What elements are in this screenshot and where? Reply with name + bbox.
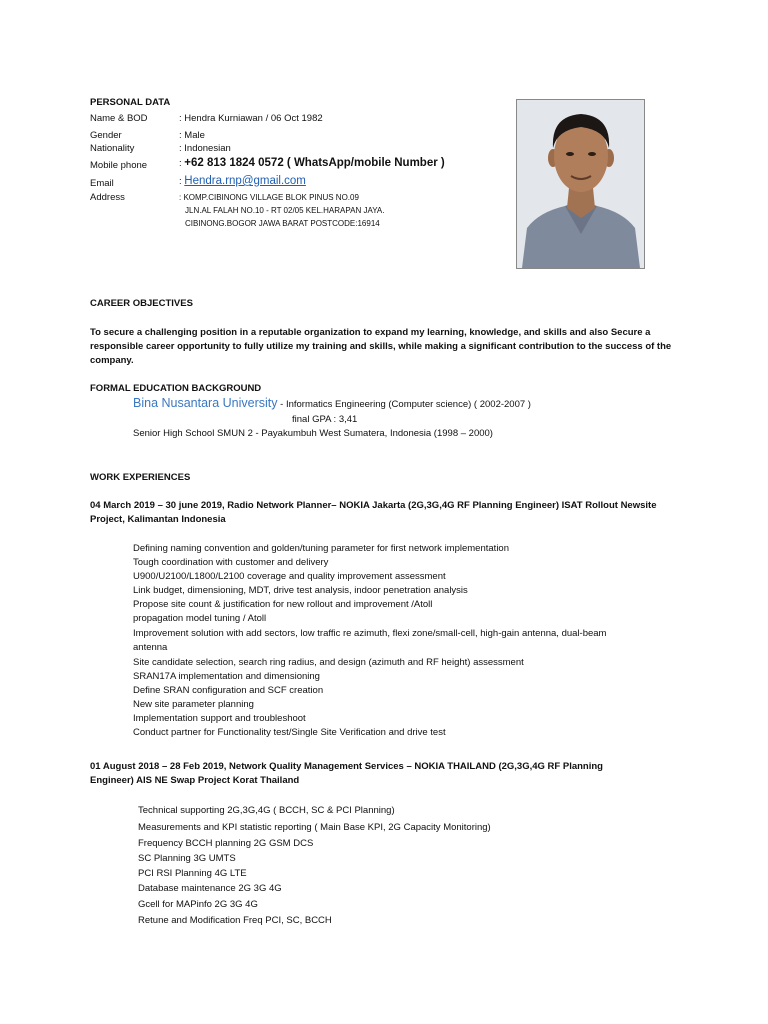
nationality-value: : Indonesian xyxy=(179,143,231,154)
mobile-row xyxy=(179,157,445,169)
gender-label: Gender xyxy=(90,130,122,141)
job-1-title-line-1: 04 March 2019 – 30 june 2019, Radio Network Planner– NOKIA Jakarta (2G,3G,4G RF Planning Engineer) ISAT Rollout Newsite xyxy=(90,500,657,511)
list-item: New site parameter planning xyxy=(133,699,254,710)
list-item: Improvement solution with add sectors, low traffic re azimuth, flexi zone/small-cell, high-gain antenna, dual-beam xyxy=(133,628,607,639)
list-item: Link budget, dimensioning, MDT, drive test analysis, indoor penetration analysis xyxy=(133,585,468,596)
list-item: U900/U2100/L1800/L2100 coverage and quality improvement assessment xyxy=(133,571,446,582)
education-heading: FORMAL EDUCATION BACKGROUND xyxy=(90,383,262,394)
list-item: Define SRAN configuration and SCF creation xyxy=(133,685,324,696)
job-2-title-line-1: 01 August 2018 – 28 Feb 2019, Network Quality Management Services – NOKIA THAILAND (2G,3G,4G RF Planning xyxy=(90,761,603,772)
personal-data-heading: PERSONAL DATA xyxy=(90,97,171,108)
name-label: Name & BOD xyxy=(90,113,148,124)
list-item: Database maintenance 2G 3G 4G xyxy=(138,883,282,894)
work-experiences-heading: WORK EXPERIENCES xyxy=(90,472,191,483)
mobile-value: +62 813 1824 0572 ( WhatsApp/mobile Number ) xyxy=(184,157,445,169)
list-item: Defining naming convention and golden/tuning parameter for first network implementation xyxy=(133,543,509,554)
list-item: Implementation support and troubleshoot xyxy=(133,713,306,724)
list-item: PCI RSI Planning 4G LTE xyxy=(138,868,247,879)
career-objectives-heading: CAREER OBJECTIVES xyxy=(90,298,193,309)
list-item: Propose site count & justification for new rollout and improvement /Atoll xyxy=(133,599,433,610)
nationality-label: Nationality xyxy=(90,143,135,154)
job-2-title-line-2: Engineer) AIS NE Swap Project Korat Thailand xyxy=(90,775,300,786)
university-row xyxy=(133,396,531,410)
list-item: Measurements and KPI statistic reporting ( Main Base KPI, 2G Capacity Monitoring) xyxy=(138,822,491,833)
list-item: SC Planning 3G UMTS xyxy=(138,853,236,864)
list-item: SRAN17A implementation and dimensioning xyxy=(133,671,320,682)
job-1-title-line-2: Project, Kalimantan Indonesia xyxy=(90,514,226,525)
email-colon: : xyxy=(179,176,185,187)
email-label: Email xyxy=(90,178,114,189)
list-item: Site candidate selection, search ring radius, and design (azimuth and RF height) assessment xyxy=(133,657,524,668)
address-line-1: : KOMP.CIBINONG VILLAGE BLOK PINUS NO.09 xyxy=(179,193,359,202)
mobile-colon: : xyxy=(179,158,185,169)
mobile-label: Mobile phone xyxy=(90,160,148,171)
address-line-3: CIBINONG.BOGOR JAWA BARAT POSTCODE:16914 xyxy=(185,219,380,228)
name-value: : Hendra Kurniawan / 06 Oct 1982 xyxy=(179,113,323,124)
email-row xyxy=(179,175,306,187)
high-school: Senior High School SMUN 2 - Payakumbuh West Sumatera, Indonesia (1998 – 2000) xyxy=(133,428,493,439)
list-item: propagation model tuning / Atoll xyxy=(133,613,267,624)
email-link[interactable]: Hendra.rnp@gmail.com xyxy=(184,175,306,187)
list-item: Conduct partner for Functionality test/Single Site Verification and drive test xyxy=(133,727,446,738)
university-detail: - Informatics Engineering (Computer science) ( 2002-2007 ) xyxy=(277,399,531,410)
profile-photo xyxy=(516,99,645,269)
address-line-2: JLN.AL FALAH NO.10 - RT 02/05 KEL.HARAPAN JAYA. xyxy=(185,206,385,215)
list-item: Frequency BCCH planning 2G GSM DCS xyxy=(138,838,314,849)
address-label: Address xyxy=(90,192,125,203)
university-name: Bina Nusantara University xyxy=(133,396,278,410)
list-item: Retune and Modification Freq PCI, SC, BCCH xyxy=(138,915,332,926)
gpa: final GPA : 3,41 xyxy=(292,414,358,425)
list-item: antenna xyxy=(133,642,168,653)
career-objectives-text: To secure a challenging position in a reputable organization to expand my learning, knowledge, and skills and also Secure a responsible career opportunity to fully utilize my training and skills, while making a significant contribution to the success of the company. xyxy=(90,327,672,366)
list-item: Gcell for MAPinfo 2G 3G 4G xyxy=(138,899,258,910)
list-item: Technical supporting 2G,3G,4G ( BCCH, SC & PCI Planning) xyxy=(138,805,395,816)
list-item: Tough coordination with customer and delivery xyxy=(133,557,329,568)
gender-value: : Male xyxy=(179,130,205,141)
